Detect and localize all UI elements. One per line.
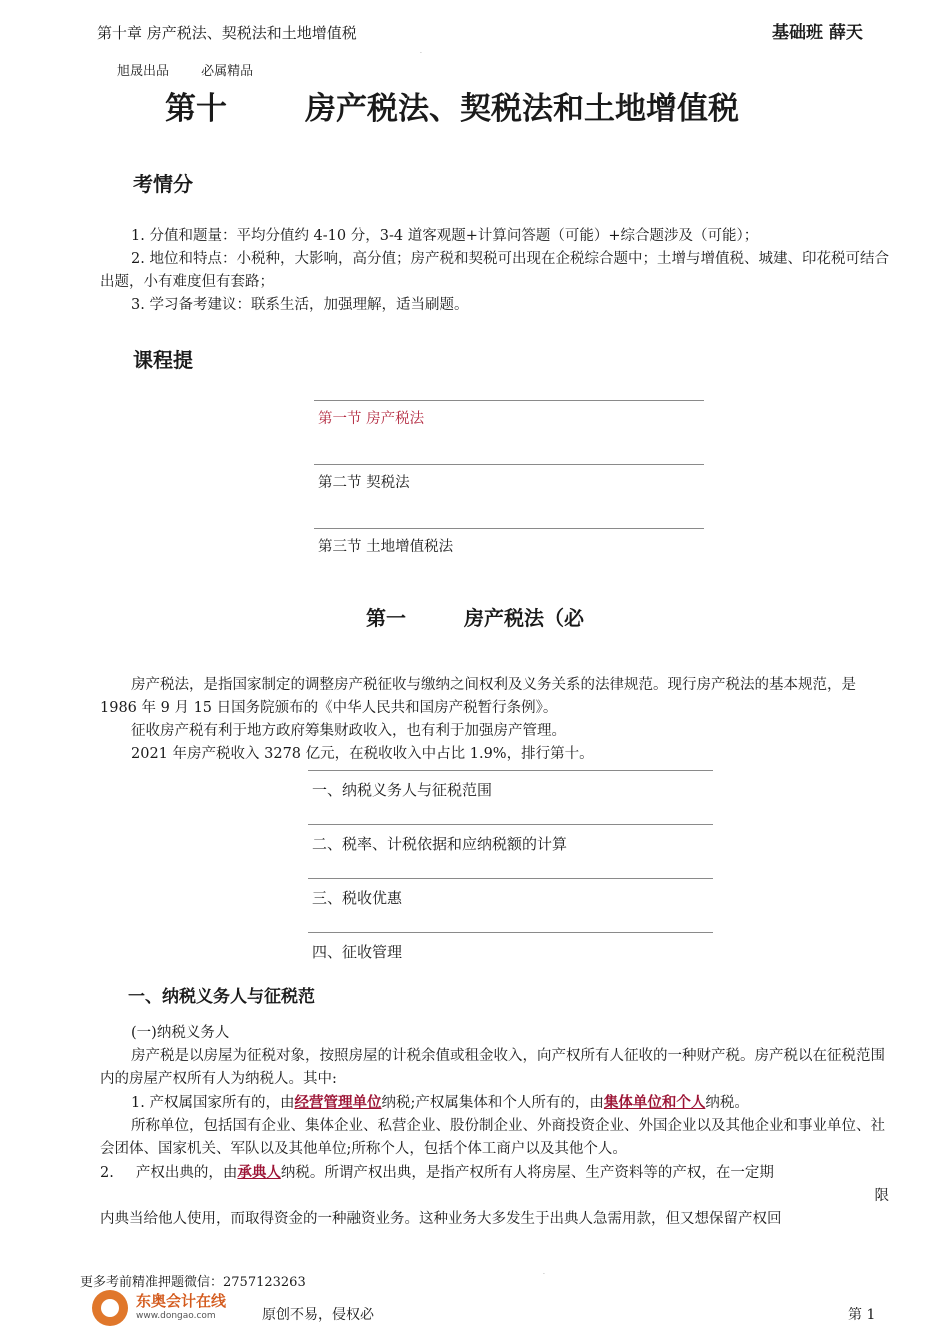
footer-wechat-note: 更多考前精准押题微信：2757123263 (80, 1275, 306, 1290)
toc2-item-2[interactable]: 二、税率、计税依据和应纳税额的计算 (308, 824, 713, 879)
title-part2: 房产税法、契税法和土地增值税 (305, 91, 739, 127)
section1-para-3: 2021 年房产税收入 3278 亿元，在税收收入中占比 1.9%，排行第十。 (131, 746, 594, 762)
brand-line (117, 60, 281, 79)
decorative-dot: · (543, 1271, 545, 1278)
section1-toc (308, 770, 713, 970)
section1-heading: 第一 房产税法（必 (366, 606, 584, 630)
sub-para-5: 内典当给他人使用，而取得资金的一种融资业务。这种业务大多发生于出典人急需用款，但又想保留产权回 (100, 1211, 782, 1227)
sub-title: (一)纳税义务人 (131, 1025, 230, 1041)
sub-para-2: 1. 产权属国家所有的，由经营管理单位纳税;产权属集体和个人所有的，由集体单位和个人纳税。 (131, 1094, 749, 1111)
decorative-dot: · (420, 50, 422, 57)
exam-heading: 考情分 (133, 172, 193, 196)
sub-para-4: 2. 产权出典的，由承典人纳税。所谓产权出典，是指产权所有人将房屋、生产资料等的产权，在一定期 (100, 1164, 774, 1181)
exam-item-3: 3. 学习备考建议：联系生活，加强理解，适当刷题。 (131, 297, 469, 313)
title-part1: 第十 (165, 91, 227, 127)
course-toc (314, 400, 704, 600)
toc2-item-3[interactable]: 三、税收优惠 (308, 878, 713, 933)
footer-copyright: 原创不易，侵权必 (262, 1307, 374, 1323)
section1-para-1: 房产税法，是指国家制定的调整房产税征收与缴纳之间权利及义务关系的法律规范。现行房产税法的基本规范，是 1986 年 9 月 15 日国务院颁布的《中华人民共和国房产税暂行条例》。 (100, 677, 856, 716)
exam-items (100, 225, 895, 313)
brand-right: 必属精品 (201, 64, 254, 79)
toc-item-section3[interactable]: 第三节 土地增值税法 (314, 528, 704, 593)
subsection-body (100, 1022, 895, 1231)
sub-para-3: 所称单位，包括国有企业、集体企业、私营企业、股份制企业、外商投资企业、外国企业以及其他企业和事业单位、社会团体、国家机关、军队以及其他单位;所称个人，包括个体工商户以及其他个人。 (100, 1118, 885, 1157)
brand-left: 旭晟出品 (117, 64, 170, 79)
highlight-collective: 集体单位和个人 (603, 1094, 706, 1111)
toc2-item-4[interactable]: 四、征收管理 (308, 932, 713, 971)
sub-para-4-end: 限 (874, 1188, 889, 1204)
logo-mark-icon (92, 1290, 128, 1326)
header-course-label: 基础班 薛天 (772, 23, 863, 43)
subsection-heading: 一、纳税义务人与征税范 (128, 987, 315, 1007)
highlight-operator: 经营管理单位 (294, 1094, 382, 1111)
section1-intro (100, 674, 895, 762)
toc-item-section2[interactable]: 第二节 契税法 (314, 464, 704, 529)
exam-item-2: 2. 地位和特点：小税种，大影响，高分值；房产税和契税可出现在企税综合题中；土增与增值税、城建、印花税可结合出题，小有难度但有套路； (100, 251, 889, 290)
dongao-logo (92, 1290, 242, 1332)
section1-para-2: 征收房产税有利于地方政府筹集财政收入，也有利于加强房产管理。 (131, 723, 566, 739)
highlight-pawnee: 承典人 (237, 1164, 281, 1181)
course-heading: 课程提 (133, 348, 193, 372)
logo-name: 东奥会计在线 (136, 1292, 227, 1310)
exam-item-1: 1. 分值和题量：平均分值约 4-10 分，3-4 道客观题+计算问答题（可能）+综合题涉及（可能）； (131, 228, 759, 244)
sub-para-1: 房产税是以房屋为征税对象，按照房屋的计税余值或租金收入，向产权所有人征收的一种财产税。房产税以在征税范围内的房屋产权所有人为纳税人。其中: (100, 1048, 885, 1087)
footer-page-number: 第 1 (848, 1307, 876, 1323)
toc-item-section1[interactable]: 第一节 房产税法 (314, 400, 704, 465)
page-title (165, 88, 815, 127)
header-chapter-title: 第十章 房产税法、契税法和土地增值税 (97, 24, 357, 42)
toc2-item-1[interactable]: 一、纳税义务人与征税范围 (308, 770, 713, 825)
logo-url: www.dongao.com (136, 1311, 216, 1321)
